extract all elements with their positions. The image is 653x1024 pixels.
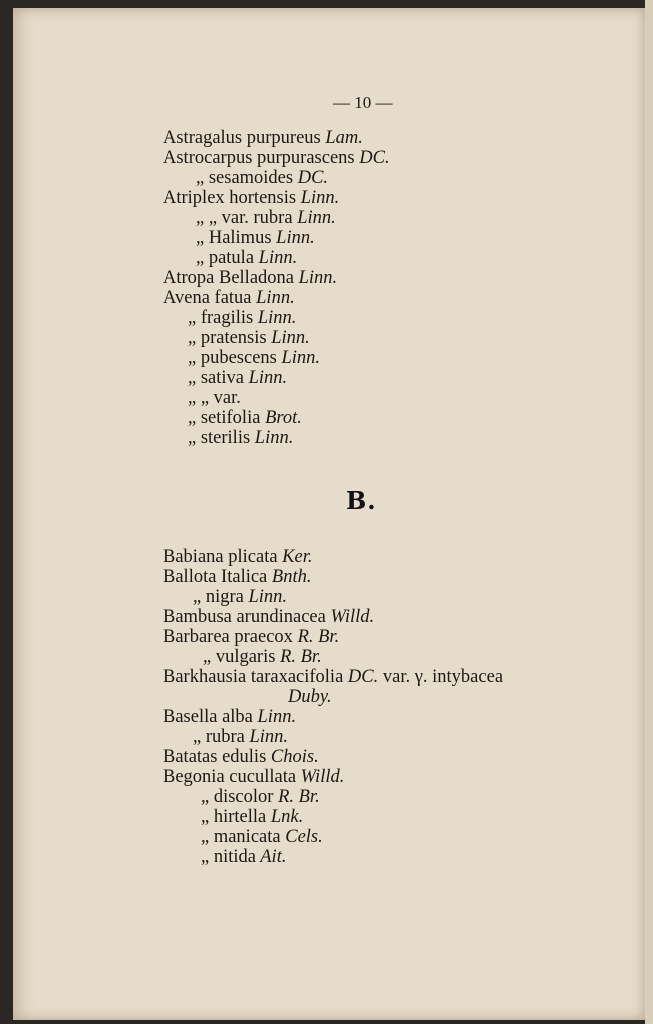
- entry-line: [163, 627, 339, 647]
- entry-authority: R. Br.: [273, 787, 320, 807]
- entry-name: „ Halimus: [196, 228, 272, 248]
- entry-line: [201, 807, 303, 827]
- entry-authority: Ker.: [277, 547, 313, 567]
- entry-line: [201, 787, 320, 807]
- entry-line: [193, 587, 287, 607]
- entry-authority: Willd.: [325, 607, 375, 627]
- entry-authority: Duby.: [288, 687, 332, 707]
- entry-authority: Cels.: [280, 827, 323, 847]
- entry-line: [196, 208, 336, 228]
- entry-variety: var. γ. intybacea: [378, 667, 504, 687]
- entry-line: [203, 647, 322, 667]
- entry-name: „ pratensis: [188, 328, 267, 348]
- entry-name: Avena fatua: [163, 288, 252, 308]
- entry-name: Atriplex hortensis: [163, 188, 297, 208]
- entry-line: [163, 667, 503, 687]
- entry-name: „ rubra: [193, 727, 245, 747]
- entry-authority: DC.: [343, 667, 379, 687]
- entry-line: [196, 228, 315, 248]
- entry-line: [163, 767, 344, 787]
- entry-authority: Linn.: [244, 368, 288, 388]
- entry-name: „ sesamoides: [196, 168, 294, 188]
- entry-authority: Linn.: [253, 308, 297, 328]
- entry-authority: Willd.: [296, 767, 345, 787]
- entry-authority: Linn.: [296, 188, 340, 208]
- entry-authority: Linn.: [243, 587, 288, 607]
- entry-name: „ hirtella: [201, 807, 267, 827]
- entry-name: Barkhausia taraxacifolia: [163, 667, 344, 687]
- entry-authority: Linn.: [271, 228, 315, 248]
- entry-authority: Lam.: [320, 128, 363, 148]
- entry-authority: DC.: [293, 168, 329, 188]
- entry-authority: Linn.: [252, 707, 297, 727]
- entry-name: Begonia cucullata: [163, 767, 297, 787]
- entry-authority: Linn.: [276, 348, 321, 368]
- entry-authority: Linn.: [250, 428, 294, 448]
- entry-authority: Linn.: [266, 328, 310, 348]
- entry-line: [188, 328, 310, 348]
- entry-line: [188, 368, 287, 388]
- entry-authority: R. Br.: [292, 627, 340, 647]
- entry-authority: Brot.: [260, 408, 302, 428]
- entry-name: „ patula: [196, 248, 255, 268]
- entry-authority: Ait.: [255, 847, 287, 867]
- entry-name: Atropa Belladona: [163, 268, 294, 288]
- entry-line: [163, 268, 337, 288]
- entry-line: [188, 308, 296, 328]
- entry-name: Astragalus purpureus: [163, 128, 321, 148]
- entry-name: „ nitida: [201, 847, 256, 867]
- entry-authority: R. Br.: [275, 647, 322, 667]
- entry-line: [188, 388, 241, 408]
- entry-line: [188, 428, 293, 448]
- entry-line: [188, 408, 302, 428]
- entry-line: [201, 847, 286, 867]
- entry-name: „ setifolia: [188, 408, 261, 428]
- entry-line: [163, 547, 313, 567]
- entry-line: [288, 687, 332, 707]
- entry-line: [163, 567, 311, 587]
- entry-name: Bambusa arundinacea: [163, 607, 326, 627]
- entry-name: „ discolor: [201, 787, 274, 807]
- entry-name: Basella alba: [163, 707, 253, 727]
- entry-line: [163, 607, 374, 627]
- entry-name: „ nigra: [193, 587, 244, 607]
- entry-name: „ pubescens: [188, 348, 277, 368]
- entry-line: [163, 707, 296, 727]
- entry-authority: Linn.: [244, 727, 289, 747]
- entry-name: Ballota Italica: [163, 567, 268, 587]
- entry-name: Astrocarpus purpurascens: [163, 148, 355, 168]
- section-letter: B.: [346, 486, 377, 515]
- entry-name: „ „ var.: [188, 388, 241, 408]
- page-number: — 10 —: [333, 93, 393, 112]
- entry-line: [196, 168, 328, 188]
- entry-authority: Linn.: [254, 248, 298, 268]
- entry-line: [193, 727, 288, 747]
- entry-name: „ fragilis: [188, 308, 254, 328]
- entry-authority: Bnth.: [267, 567, 312, 587]
- entry-authority: Linn.: [292, 208, 336, 228]
- entry-line: [196, 248, 297, 268]
- entry-authority: Chois.: [266, 747, 319, 767]
- entry-line: [163, 288, 295, 308]
- entry-name: Babiana plicata: [163, 547, 278, 567]
- entry-authority: DC.: [354, 148, 390, 168]
- entry-line: [188, 348, 320, 368]
- entry-name: „ „ var. rubra: [196, 208, 293, 228]
- entry-name: Barbarea praecox: [163, 627, 293, 647]
- entry-authority: Linn.: [251, 288, 295, 308]
- entry-name: „ manicata: [201, 827, 281, 847]
- entry-name: „ sativa: [188, 368, 244, 388]
- adjacent-page-edge: [645, 0, 653, 1024]
- entry-line: [163, 128, 363, 148]
- entry-name: „ vulgaris: [203, 647, 276, 667]
- entry-name: Batatas edulis: [163, 747, 267, 767]
- entry-authority: Linn.: [294, 268, 338, 288]
- entry-name: „ sterilis: [188, 428, 251, 448]
- entry-line: [201, 827, 323, 847]
- entry-line: [163, 747, 319, 767]
- entry-authority: Lnk.: [266, 807, 304, 827]
- entry-line: [163, 188, 339, 208]
- entry-line: [163, 148, 390, 168]
